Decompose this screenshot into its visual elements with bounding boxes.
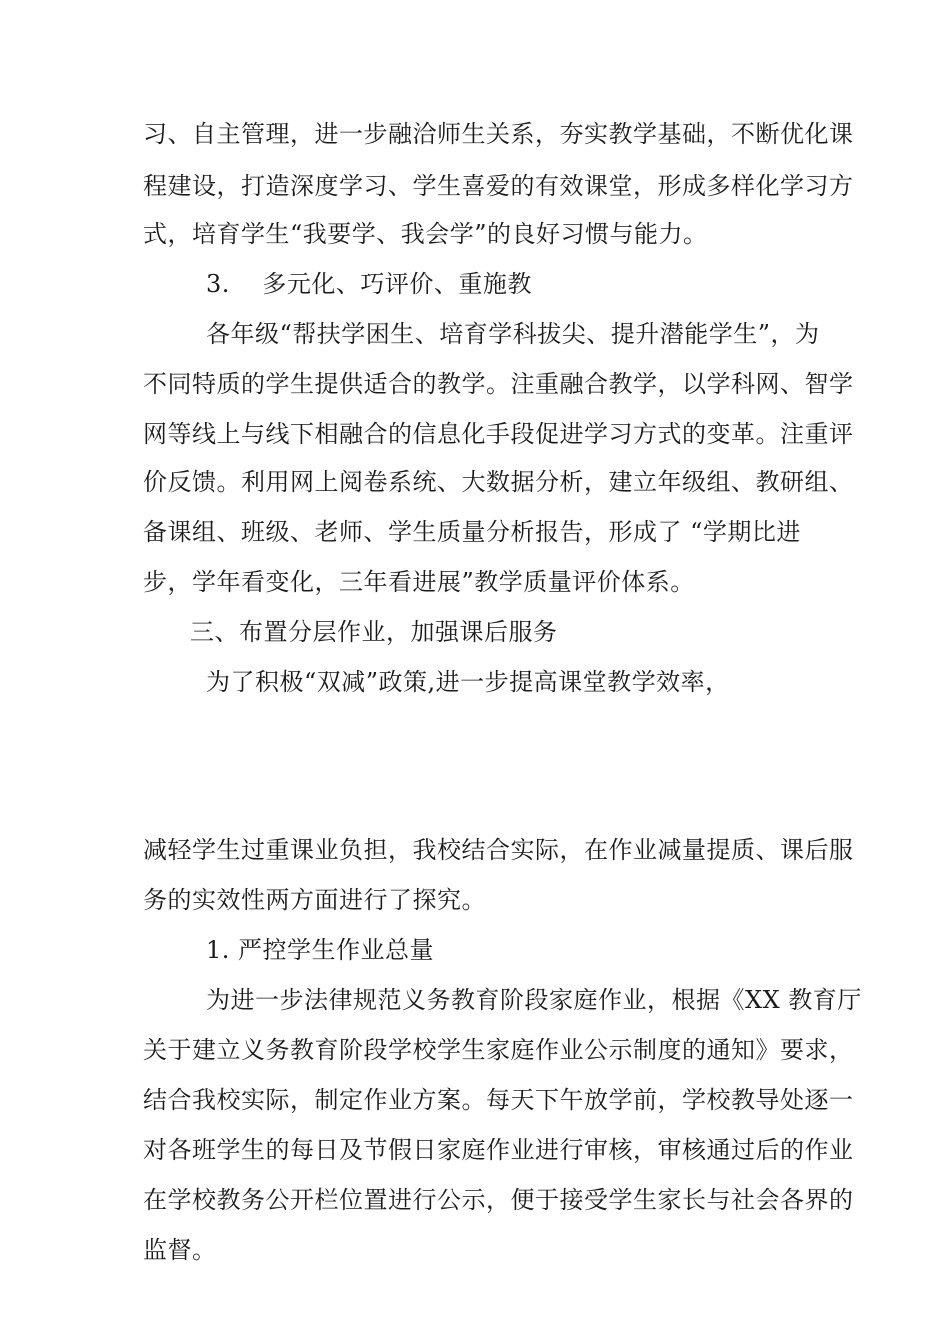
paragraph-line: 监督。 <box>143 1236 217 1264</box>
paragraph-line: 结合我校实际，制定作业方案。每天下午放学前，学校教导处逐一 <box>143 1086 854 1114</box>
paragraph-line: 减轻学生过重课业负担，我校结合实际，在作业减量提质、课后服 <box>143 836 854 864</box>
paragraph-line: 各年级“帮扶学困生、培育学科拔尖、提升潜能学生”，为 <box>206 320 820 348</box>
paragraph-line: 习、自主管理，进一步融洽师生关系，夯实教学基础，不断优化课 <box>143 120 854 148</box>
paragraph-line: 备课组、班级、老师、学生质量分析报告，形成了 “学期比进 <box>143 518 801 546</box>
paragraph-line: 为了积极“双减”政策,进一步提高课堂教学效率， <box>206 668 730 696</box>
subheading-1: 1. 严控学生作业总量 <box>206 936 435 964</box>
paragraph-line: 程建设，打造深度学习、学生喜爱的有效课堂，形成多样化学习方 <box>143 172 854 200</box>
paragraph-line: 为进一步法律规范义务教育阶段家庭作业，根据《XX 教育厅 <box>206 986 862 1014</box>
paragraph-line: 对各班学生的每日及节假日家庭作业进行审核，审核通过后的作业 <box>143 1136 854 1164</box>
paragraph-line: 务的实效性两方面进行了探究。 <box>143 886 486 914</box>
paragraph-line: 步，学年看变化，三年看进展”教学质量评价体系。 <box>143 568 695 596</box>
subheading-3: 3. 多元化、巧评价、重施教 <box>206 270 532 298</box>
paragraph-line: 式，培育学生“我要学、我会学”的良好习惯与能力。 <box>143 220 708 248</box>
paragraph-line: 不同特质的学生提供适合的教学。注重融合教学，以学科网、智学 <box>143 370 854 398</box>
paragraph-line: 在学校教务公开栏位置进行公示，便于接受学生家长与社会各界的 <box>143 1186 854 1214</box>
paragraph-line: 关于建立义务教育阶段学校学生家庭作业公示制度的通知》要求， <box>143 1036 854 1064</box>
section-heading: 三、布置分层作业，加强课后服务 <box>190 618 558 646</box>
paragraph-line: 价反馈。利用网上阅卷系统、大数据分析，建立年级组、教研组、 <box>143 468 854 496</box>
paragraph-line: 网等线上与线下相融合的信息化手段促进学习方式的变革。注重评 <box>143 420 854 448</box>
